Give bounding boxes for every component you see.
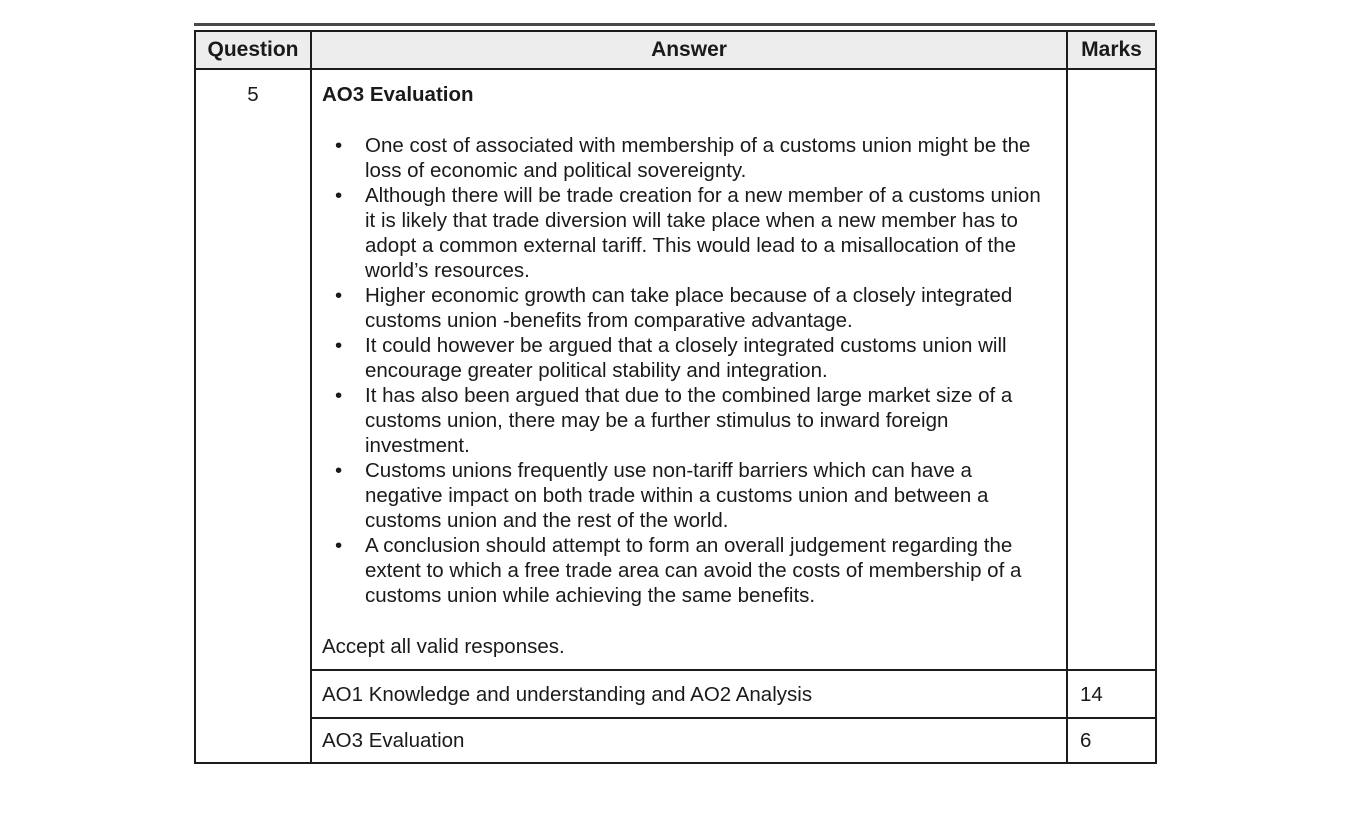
bullet-marker: • [335, 459, 343, 482]
col-header-marks: Marks [1067, 31, 1156, 69]
bullet-item [322, 383, 1052, 458]
bullet-item [322, 458, 1052, 533]
bullet-text: A conclusion should attempt to form an overall judgement regarding the extent to which a free trade area can avoid the costs of membership of a customs union while achieving the same benefits. [365, 534, 1022, 607]
bullet-marker: • [335, 284, 343, 307]
bullet-marker: • [335, 384, 343, 407]
mark-scheme-document [194, 23, 1155, 764]
bullet-text: It has also been argued that due to the combined large market size of a customs union, there may be a further stimulus to inward foreign investment. [365, 384, 1013, 457]
page-top-rule [194, 23, 1155, 26]
bullet-item [322, 183, 1052, 283]
table-header-row [195, 31, 1156, 69]
bullet-marker: • [335, 534, 343, 557]
bullet-item [322, 133, 1052, 183]
question-number-cell: 5 [195, 69, 311, 763]
bullet-text: Higher economic growth can take place because of a closely integrated customs union -benefits from comparative advantage. [365, 284, 1013, 332]
bullet-item [322, 283, 1052, 333]
answer-heading: AO3 Evaluation [322, 83, 474, 106]
ao3-score-row [195, 718, 1156, 763]
ao1-label-cell: AO1 Knowledge and understanding and AO2 Analysis [311, 670, 1067, 718]
bullet-marker: • [335, 134, 343, 157]
ao1-marks-cell: 14 [1067, 670, 1156, 718]
col-header-question: Question [195, 31, 311, 69]
answer-row [195, 69, 1156, 670]
bullet-item [322, 333, 1052, 383]
bullet-list [322, 133, 1052, 608]
bullet-item [322, 533, 1052, 608]
accept-note: Accept all valid responses. [322, 635, 565, 658]
bullet-text: It could however be argued that a closely integrated customs union will encourage greater political stability and integration. [365, 334, 1007, 382]
bullet-marker: • [335, 184, 343, 207]
ao3-marks-cell: 6 [1067, 718, 1156, 763]
marks-cell-empty [1067, 69, 1156, 670]
col-header-answer: Answer [311, 31, 1067, 69]
ao1-score-row [195, 670, 1156, 718]
mark-scheme-table [194, 30, 1157, 764]
bullet-marker: • [335, 334, 343, 357]
bullet-text: Customs unions frequently use non-tariff barriers which can have a negative impact on both trade within a customs union and between a customs union and the rest of the world. [365, 459, 989, 532]
ao3-label-cell: AO3 Evaluation [311, 718, 1067, 763]
bullet-text: One cost of associated with membership of a customs union might be the loss of economic and political sovereignty. [365, 134, 1031, 182]
answer-cell [311, 69, 1067, 670]
bullet-text: Although there will be trade creation for a new member of a customs union it is likely that trade diversion will take place when a new member has to adopt a common external tariff. This would lead to a misallocation of the world’s resources. [365, 184, 1041, 282]
